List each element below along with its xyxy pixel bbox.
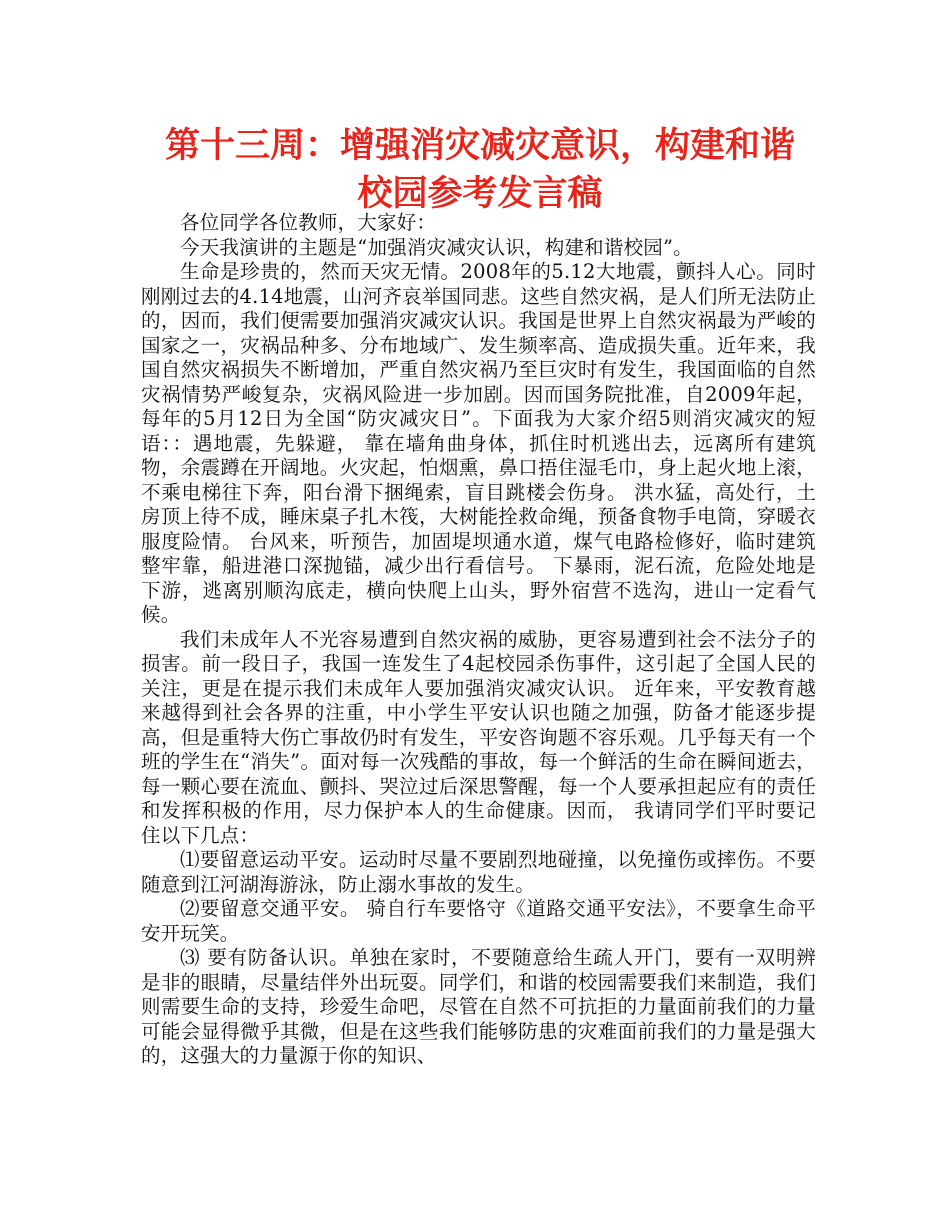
point-1-paragraph: ⑴要留意运动平安。运动时尽量不要剧烈地碰撞，以免撞伤或摔伤。不要随意到江河湖海游泳，防止溺水事故的发生。 — [141, 848, 816, 896]
disaster-paragraph: 生命是珍贵的，然而天灾无情。2008年的5.12大地震，颤抖人心。同时刚刚过去的4.14地震，山河齐哀举国同悲。这些自然灾祸，是人们所无法防止的，因而，我们便需要加强消灾减灾认识。我国是世界上自然灾祸最为严峻的国家之一，灾祸品种多、分布地域广、发生频率高、造成损失重。近年来，我国自然灾祸损失不断增加，严重自然灾祸乃至巨灾时有发生，我国面临的自然灾祸情势严峻复杂，灾祸风险进一步加剧。因而国务院批准，自2009年起，每年的5月12日为全国“防灾减灾日”。下面我为大家介绍5则消灾减灾的短语：：遇地震，先躲避， 靠在墙角曲身体，抓住时机逃出去，远离所有建筑物，余震蹲在开阔地。火灾起，怕烟熏，鼻口捂住湿毛巾，身上起火地上滚，不乘电梯往下奔，阳台滑下捆绳索，盲目跳楼会伤身。 洪水猛，高处行，土房顶上待不成，睡床桌子扎木筏，大树能拴救命绳，预备食物手电筒，穿暖衣服度险情。 台风来，听预告，加固堤坝通水道，煤气电路检修好，临时建筑整牢靠，船进港口深抛锚，减少出行看信号。 下暴雨，泥石流，危险处地是下游，逃离别顺沟底走，横向快爬上山头，野外宿营不选沟，进山一定看气候。 — [141, 260, 816, 626]
document-body — [141, 211, 816, 1069]
title-line-1: 第十三周：增强消灾减灾意识，构建和谐 — [164, 126, 795, 166]
title-line-2: 校园参考发言稿 — [357, 174, 603, 214]
point-2-paragraph: ⑵要留意交通平安。 骑自行车要恪守《道路交通平安法》，不要拿生命平安开玩笑。 — [141, 897, 816, 945]
point-3-paragraph: ⑶ 要有防备认识。单独在家时，不要随意给生疏人开门，要有一双明辨是非的眼睛，尽量结伴外出玩耍。同学们，和谐的校园需要我们来制造，我们则需要生命的支持，珍爱生命吧，尽管在自然不可抗拒的力量面前我们的力量可能会显得微乎其微，但是在这些我们能够防患的灾难面前我们的力量是强大的，这强大的力量源于你的知识、 — [141, 946, 816, 1067]
document-title — [140, 122, 820, 218]
theme-paragraph: 今天我演讲的主题是“加强消灾减灾认识，构建和谐校园”。 — [180, 235, 693, 259]
safety-paragraph: 我们未成年人不光容易遭到自然灾祸的威胁，更容易遭到社会不法分子的损害。前一段日子，我国一连发生了4起校园杀伤事件，这引起了全国人民的关注，更是在提示我们未成年人要加强消灾减灾认识。 近年来，平安教育越来越得到社会各界的注重，中小学生平安认识也随之加强，防备才能逐步提高，但是重特大伤亡事故仍时有发生，平安咨询题不容乐观。几乎每天有一个班的学生在“消失”。面对每一次残酷的事故，每一个鲜活的生命在瞬间逝去，每一颗心要在流血、颤抖、哭泣过后深思警醒，每一个人要承担起应有的责任和发挥积极的作用，尽力保护本人的生命健康。因而， 我请同学们平时要记住以下几点： — [141, 627, 816, 847]
greeting-paragraph: 各位同学各位教师，大家好： — [180, 211, 437, 234]
